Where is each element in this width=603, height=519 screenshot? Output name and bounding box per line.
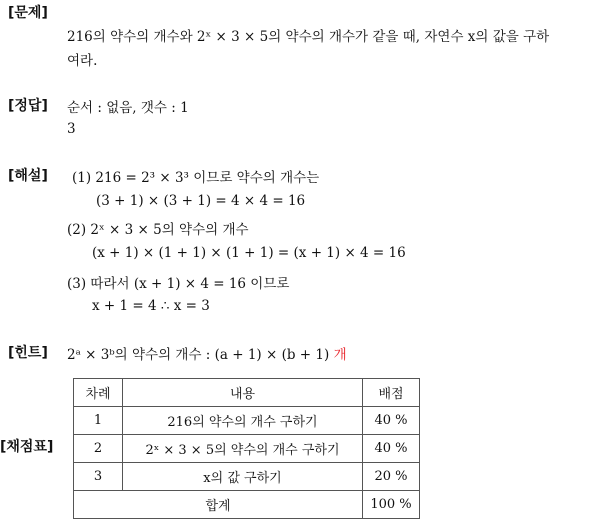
rubric-total-row <box>74 491 420 519</box>
hint-formula: 2ᵃ × 3ᵇ의 약수의 개수 : (a + 1) × (b + 1) <box>67 347 334 363</box>
rubric-row-no: 2 <box>74 435 123 463</box>
rubric-header-no: 차례 <box>74 379 123 407</box>
solution-step1: (1) 216 = 2³ × 3³ 이므로 약수의 개수는 <box>72 170 320 186</box>
problem-text-line1: 216의 약수의 개수와 2ˣ × 3 × 5의 약수의 개수가 같을 때, 자연수 x의 값을 구하 <box>67 29 550 45</box>
rubric-total-label: 합계 <box>74 491 363 519</box>
rubric-header-score: 배점 <box>363 379 420 407</box>
solution-label: [해설] <box>8 168 48 184</box>
rubric-row-content: x의 값 구하기 <box>123 463 363 491</box>
rubric-row <box>74 435 420 463</box>
rubric-table <box>73 378 420 519</box>
solution-step2-equation: (x + 1) × (1 + 1) × (1 + 1) = (x + 1) × 4 = 16 <box>92 245 406 261</box>
rubric-row-score: 40 % <box>363 435 420 463</box>
solution-step2: (2) 2ˣ × 3 × 5의 약수의 개수 <box>67 222 249 238</box>
rubric-row-content: 2ˣ × 3 × 5의 약수의 개수 구하기 <box>123 435 363 463</box>
rubric-row <box>74 463 420 491</box>
problem-label: [문제] <box>8 5 48 21</box>
answer-text-line1: 순서 : 없음, 갯수 : 1 <box>67 100 189 116</box>
rubric-row-no: 3 <box>74 463 123 491</box>
rubric-row-content: 216의 약수의 개수 구하기 <box>123 407 363 435</box>
hint-red-suffix: 개 <box>333 347 347 363</box>
rubric-total-score: 100 % <box>363 491 420 519</box>
rubric-header-row <box>74 379 420 407</box>
rubric-row <box>74 407 420 435</box>
problem-text-line2: 여라. <box>67 53 98 69</box>
hint-label: [힌트] <box>8 345 48 361</box>
rubric-row-no: 1 <box>74 407 123 435</box>
solution-step3-equation: x + 1 = 4 ∴ x = 3 <box>92 298 210 314</box>
solution-step1-equation: (3 + 1) × (3 + 1) = 4 × 4 = 16 <box>96 193 306 209</box>
rubric-label: [채점표] <box>0 439 54 455</box>
rubric-row-score: 20 % <box>363 463 420 491</box>
rubric-row-score: 40 % <box>363 407 420 435</box>
answer-label: [정답] <box>8 98 48 114</box>
hint-text <box>67 343 347 363</box>
rubric-header-content: 내용 <box>123 379 363 407</box>
answer-text-line2: 3 <box>67 121 76 137</box>
solution-step3: (3) 따라서 (x + 1) × 4 = 16 이므로 <box>67 276 290 292</box>
